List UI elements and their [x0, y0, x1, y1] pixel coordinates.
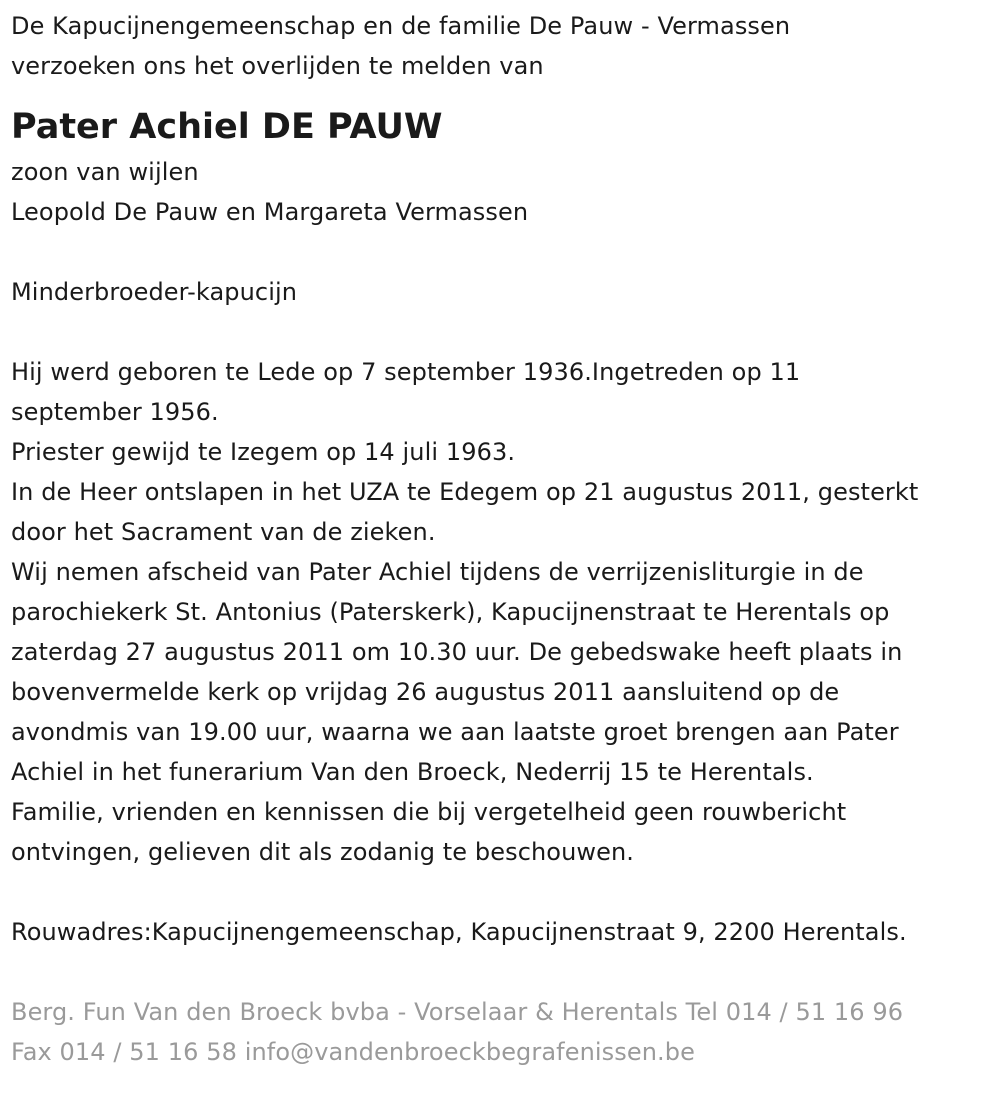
body-line: bovenvermelde kerk op vrijdag 26 augustus 2011 aansluitend op de [11, 678, 840, 706]
body-line: ontvingen, gelieven dit als zodanig te beschouwen. [11, 838, 635, 866]
body-line: In de Heer ontslapen in het UZA te Edegem op 21 augustus 2011, gesterkt [11, 478, 919, 506]
death-notice [11, 0, 996, 1072]
intro-line-2: verzoeken ons het overlijden te melden van [11, 52, 544, 80]
deceased-name: Pater Achiel DE PAUW [11, 107, 443, 147]
funeral-home-footer [11, 992, 996, 1072]
body-line: parochiekerk St. Antonius (Paterskerk), Kapucijnenstraat te Herentals op [11, 598, 890, 626]
notice-body [11, 352, 996, 872]
footer-line-2: Fax 014 / 51 16 58 info@vandenbroeckbegrafenissen.be [11, 1038, 695, 1066]
body-line: zaterdag 27 augustus 2011 om 10.30 uur. De gebedswake heeft plaats in [11, 638, 903, 666]
body-line: Achiel in het funerarium Van den Broeck, Nederrij 15 te Herentals. [11, 758, 814, 786]
mourning-address: Rouwadres:Kapucijnengemeenschap, Kapucijnenstraat 9, 2200 Herentals. [11, 918, 907, 946]
body-line: avondmis van 19.00 uur, waarna we aan laatste groet brengen aan Pater [11, 718, 899, 746]
body-line: Wij nemen afscheid van Pater Achiel tijdens de verrijzenisliturgie in de [11, 558, 864, 586]
body-line: door het Sacrament van de zieken. [11, 518, 436, 546]
parents-label: zoon van wijlen [11, 158, 199, 186]
religious-title: Minderbroeder-kapucijn [11, 278, 298, 306]
body-line: Hij werd geboren te Lede op 7 september 1936.Ingetreden op 11 [11, 358, 801, 386]
intro-block [11, 6, 996, 86]
body-line: september 1956. [11, 398, 219, 426]
footer-line-1: Berg. Fun Van den Broeck bvba - Vorselaar & Herentals Tel 014 / 51 16 96 [11, 998, 904, 1026]
body-line: Familie, vrienden en kennissen die bij vergetelheid geen rouwbericht [11, 798, 847, 826]
body-line: Priester gewijd te Izegem op 14 juli 1963. [11, 438, 516, 466]
parents-names: Leopold De Pauw en Margareta Vermassen [11, 198, 529, 226]
intro-line-1: De Kapucijnengemeenschap en de familie De Pauw - Vermassen [11, 12, 791, 40]
